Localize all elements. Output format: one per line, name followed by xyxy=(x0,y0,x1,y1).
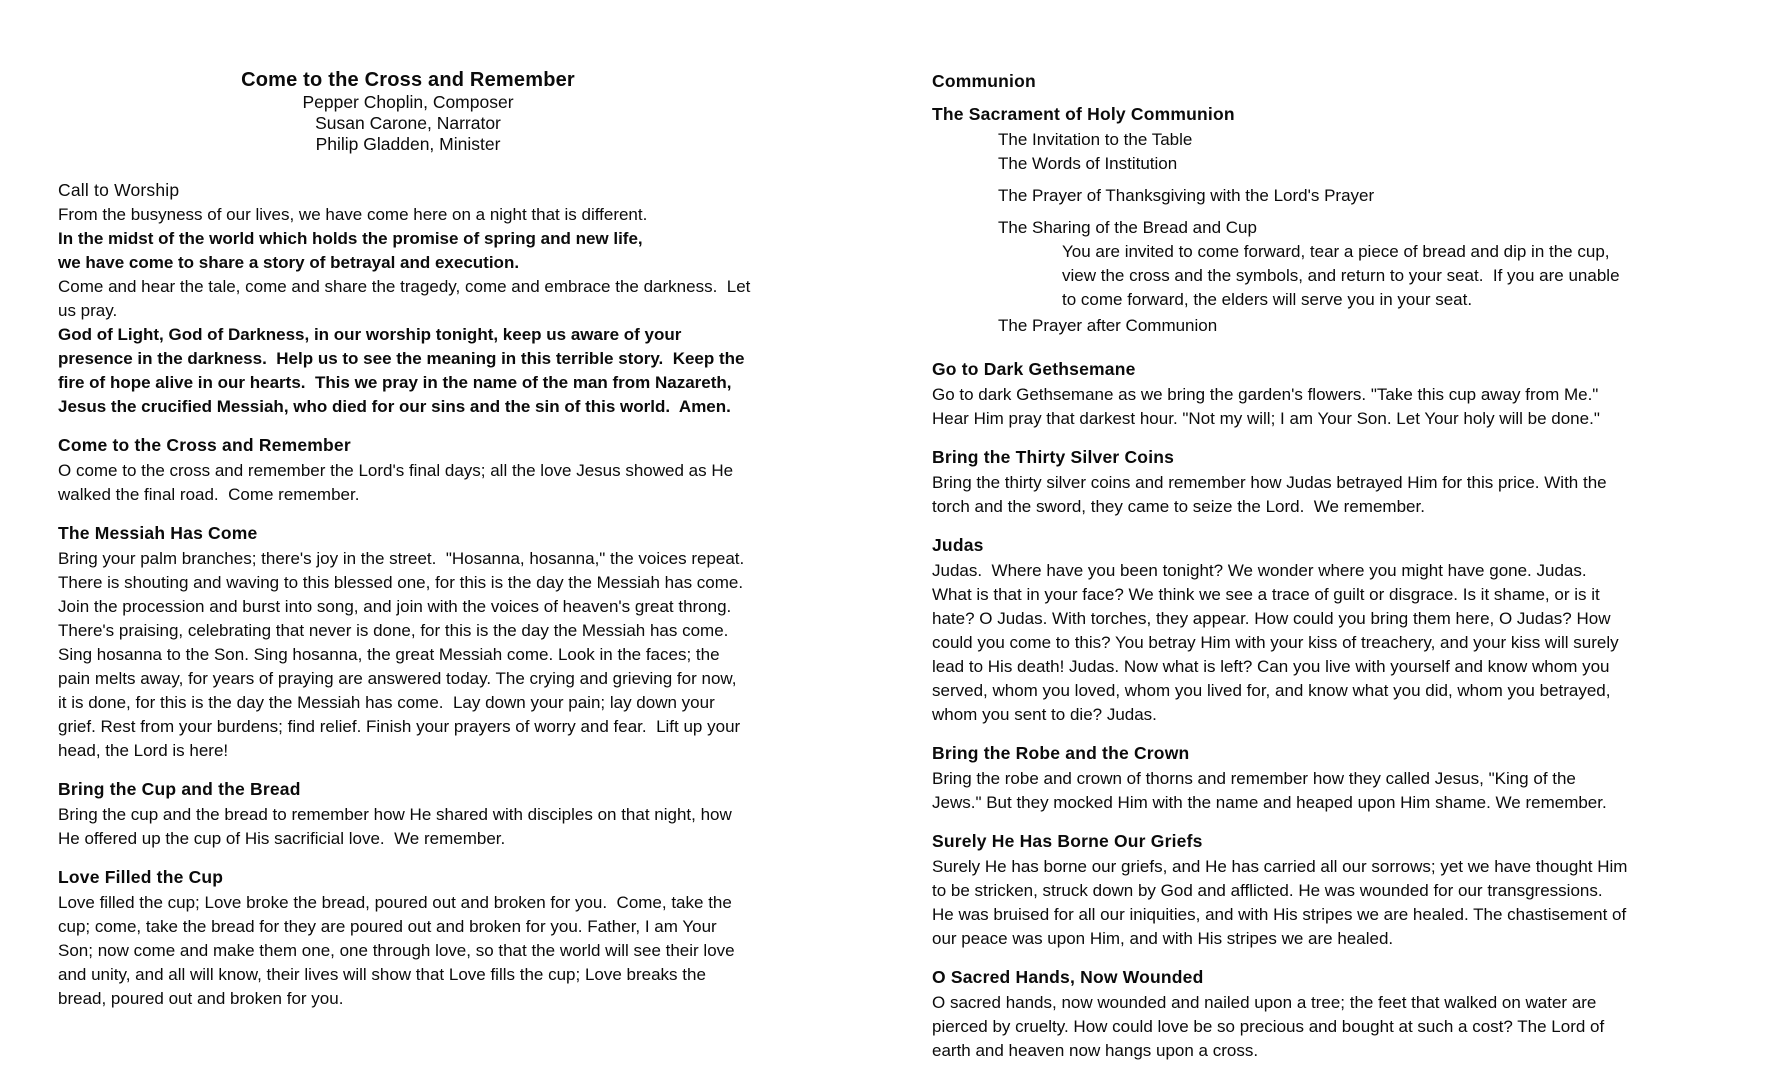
text-line: fire of hope alive in our hearts. This we pray in the name of the man from Nazareth, xyxy=(58,373,732,392)
section-surely-he-has-borne-our-griefs xyxy=(932,830,1772,951)
text-line: Love filled the cup; Love broke the bread, poured out and broken for you. Come, take the xyxy=(58,893,732,912)
text-line: Bring the robe and crown of thorns and remember how they called Jesus, "King of the xyxy=(932,769,1576,788)
section-love-filled-the-cup xyxy=(58,866,888,1011)
section-come-to-the-cross xyxy=(58,434,888,507)
text-line: Judas. Where have you been tonight? We wonder where you might have gone. Judas. xyxy=(932,561,1587,580)
call-to-worship-leader-text xyxy=(58,203,888,227)
text-line: There's praising, celebrating that never is done, for this is the day the Messiah has come. xyxy=(58,621,729,640)
section-go-to-dark-gethsemane xyxy=(932,358,1772,431)
text-line: Join the procession and burst into song, and join with the voices of heaven's great throng. xyxy=(58,597,732,616)
text-line: presence in the darkness. Help us to see the meaning in this terrible story. Keep the xyxy=(58,349,745,368)
text-line: Jesus the crucified Messiah, who died for our sins and the sin of this world. Amen. xyxy=(58,397,731,416)
section-heading: The Messiah Has Come xyxy=(58,523,258,543)
call-to-worship-response-text xyxy=(58,227,888,275)
section-body xyxy=(58,547,888,763)
text-line: There is shouting and waving to this blessed one, for this is the day the Messiah has come. xyxy=(58,573,744,592)
text-line: Bring the thirty silver coins and remember how Judas betrayed Him for this price. With the xyxy=(932,473,1607,492)
text-line: cup; come, take the bread for they are poured out and broken for you. Father, I am Your xyxy=(58,917,717,936)
text-line: Hear Him pray that darkest hour. "Not my will; I am Your Son. Let Your holy will be done." xyxy=(932,409,1600,428)
section-bring-the-thirty-silver-coins xyxy=(932,446,1772,519)
text-line: whom you sent to die? Judas. xyxy=(932,705,1157,724)
text-line: He was bruised for all our iniquities, and with His stripes we are healed. The chastisement of xyxy=(932,905,1627,924)
text-line: torch and the sword, they came to seize the Lord. We remember. xyxy=(932,497,1425,516)
section-o-sacred-hands-now-wounded xyxy=(932,966,1772,1063)
text-line: head, the Lord is here! xyxy=(58,741,229,760)
credit-narrator: Susan Carone, Narrator xyxy=(315,113,501,133)
communion-sharing-instructions xyxy=(932,240,1772,312)
section-heading: Surely He Has Borne Our Griefs xyxy=(932,831,1203,851)
text-line: Jews." But they mocked Him with the name and heaped upon Him shame. We remember. xyxy=(932,793,1607,812)
right-column xyxy=(932,70,1772,1063)
call-to-worship-leader-text xyxy=(58,275,888,323)
section-heading: Judas xyxy=(932,535,984,555)
text-line: Bring your palm branches; there's joy in the street. "Hosanna, hosanna," the voices repeat. xyxy=(58,549,745,568)
section-heading: Love Filled the Cup xyxy=(58,867,224,887)
heading-communion: Communion xyxy=(932,71,1036,91)
section-heading: Come to the Cross and Remember xyxy=(58,435,351,455)
section-heading: Go to Dark Gethsemane xyxy=(932,359,1136,379)
heading-sacrament-of-holy-communion: The Sacrament of Holy Communion xyxy=(932,104,1235,124)
text-line: walked the final road. Come remember. xyxy=(58,485,360,504)
section-body xyxy=(932,471,1772,519)
heading-call-to-worship: Call to Worship xyxy=(58,180,180,200)
text-line: and unity, and all will know, their lives will show that Love fills the cup; Love breaks the xyxy=(58,965,706,984)
section-body xyxy=(932,855,1772,951)
text-line: we have come to share a story of betrayal and execution. xyxy=(58,253,520,272)
text-line: our peace was upon Him, and with His stripes we are healed. xyxy=(932,929,1394,948)
text-line: God of Light, God of Darkness, in our worship tonight, keep us aware of your xyxy=(58,325,682,344)
text-line: us pray. xyxy=(58,301,118,320)
text-line: He offered up the cup of His sacrificial love. We remember. xyxy=(58,829,506,848)
communion-item-prayer-of-thanksgiving: The Prayer of Thanksgiving with the Lord's Prayer xyxy=(998,186,1375,205)
section-judas xyxy=(932,534,1772,727)
program-title-block xyxy=(58,68,758,155)
communion-item-invitation: The Invitation to the Table xyxy=(998,130,1193,149)
text-line: pain melts away, for years of praying are answered today. The crying and grieving for now, xyxy=(58,669,737,688)
section-body xyxy=(932,767,1772,815)
text-line: What is that in your face? We think we see a trace of guilt or disgrace. Is it shame, or is it xyxy=(932,585,1600,604)
text-line: Son; now come and make them one, one through love, so that the world will see their love xyxy=(58,941,735,960)
communion-item-sharing-of-bread-and-cup: The Sharing of the Bread and Cup xyxy=(998,218,1257,237)
section-body xyxy=(932,559,1772,727)
text-line: to be stricken, struck down by God and afflicted. He was wounded for our transgressions. xyxy=(932,881,1603,900)
section-body xyxy=(932,383,1772,431)
text-line: bread, poured out and broken for you. xyxy=(58,989,344,1008)
text-line: O come to the cross and remember the Lord's final days; all the love Jesus showed as He xyxy=(58,461,734,480)
text-line: Sing hosanna to the Son. Sing hosanna, the great Messiah come. Look in the faces; the xyxy=(58,645,720,664)
section-bring-the-cup-and-the-bread xyxy=(58,778,888,851)
text-line: In the midst of the world which holds the promise of spring and new life, xyxy=(58,229,643,248)
text-line: grief. Rest from your burdens; find relief. Finish your prayers of worry and fear. Lift up your xyxy=(58,717,741,736)
section-body xyxy=(932,991,1772,1063)
section-body xyxy=(58,803,888,851)
section-the-messiah-has-come xyxy=(58,522,888,763)
text-line: Bring the cup and the bread to remember how He shared with disciples on that night, how xyxy=(58,805,732,824)
text-line: served, whom you loved, whom you lived for, and know what you did, whom you betrayed, xyxy=(932,681,1611,700)
communion-item-words-of-institution: The Words of Institution xyxy=(998,154,1178,173)
text-line: pierced by cruelty. How could love be so precious and bought at such a cost? The Lord of xyxy=(932,1017,1605,1036)
section-body xyxy=(58,891,888,1011)
text-line: Surely He has borne our griefs, and He has carried all our sorrows; yet we have thought Him xyxy=(932,857,1628,876)
text-line: lead to His death! Judas. Now what is left? Can you live with yourself and know whom you xyxy=(932,657,1610,676)
text-line: view the cross and the symbols, and return to your seat. If you are unable xyxy=(1062,266,1620,285)
credit-composer: Pepper Choplin, Composer xyxy=(302,92,514,112)
text-line: hate? O Judas. With torches, they appear. How could you bring them here, O Judas? How xyxy=(932,609,1611,628)
text-line: it is done, for this is the day the Messiah has come. Lay down your pain; lay down your xyxy=(58,693,715,712)
text-line: Go to dark Gethsemane as we bring the garden's flowers. "Take this cup away from Me." xyxy=(932,385,1599,404)
section-body xyxy=(58,459,888,507)
left-column xyxy=(58,68,888,1011)
text-line: You are invited to come forward, tear a piece of bread and dip in the cup, xyxy=(1062,242,1610,261)
text-line: could you come to this? You betray Him with your kiss of treachery, and your kiss will surely xyxy=(932,633,1619,652)
text-line: O sacred hands, now wounded and nailed upon a tree; the feet that walked on water are xyxy=(932,993,1597,1012)
text-line: From the busyness of our lives, we have come here on a night that is different. xyxy=(58,205,648,224)
section-heading: Bring the Robe and the Crown xyxy=(932,743,1190,763)
section-heading: O Sacred Hands, Now Wounded xyxy=(932,967,1204,987)
call-to-worship-prayer-text xyxy=(58,323,888,419)
text-line: Come and hear the tale, come and share the tragedy, come and embrace the darkness. Let xyxy=(58,277,751,296)
text-line: to come forward, the elders will serve you in your seat. xyxy=(1062,290,1473,309)
section-heading: Bring the Thirty Silver Coins xyxy=(932,447,1175,467)
communion-item-prayer-after: The Prayer after Communion xyxy=(998,316,1218,335)
section-heading: Bring the Cup and the Bread xyxy=(58,779,301,799)
text-line: earth and heaven now hangs upon a cross. xyxy=(932,1041,1259,1060)
page-title: Come to the Cross and Remember xyxy=(241,69,575,91)
section-bring-the-robe-and-the-crown xyxy=(932,742,1772,815)
credit-minister: Philip Gladden, Minister xyxy=(315,134,501,154)
